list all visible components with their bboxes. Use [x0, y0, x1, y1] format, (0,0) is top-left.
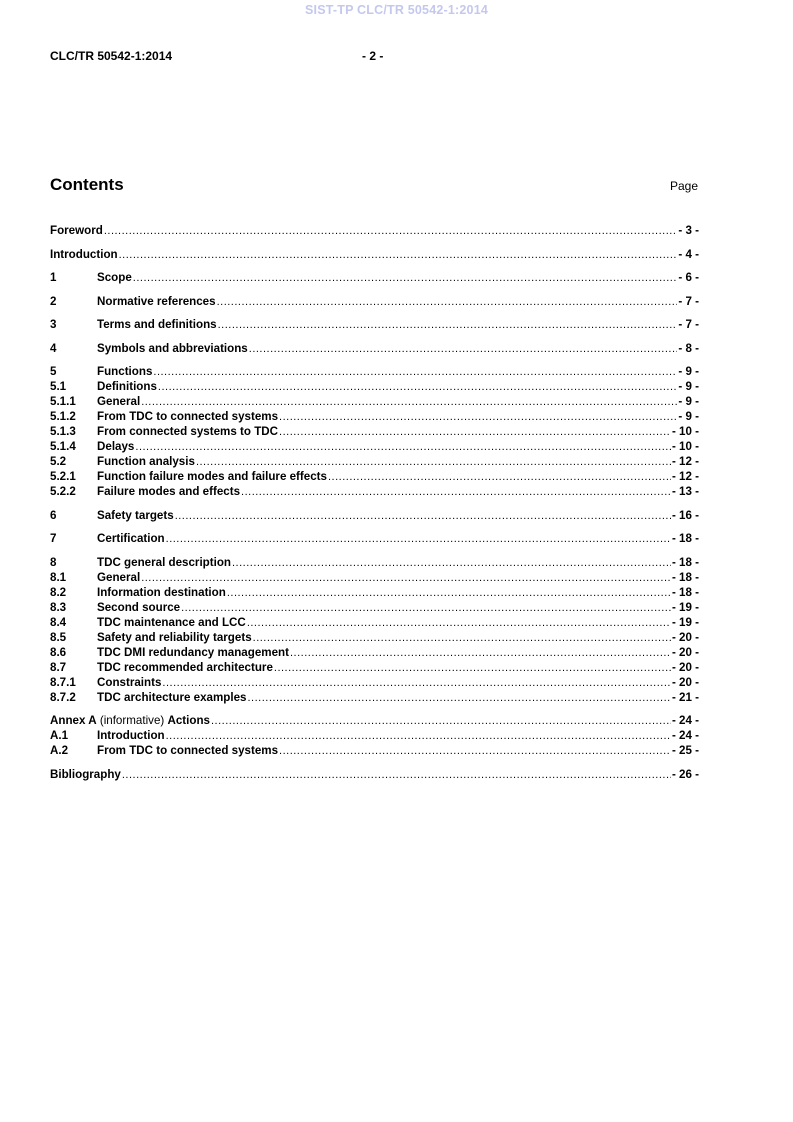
toc-entry-number: A.1	[50, 729, 69, 742]
toc-leader-dots	[153, 365, 677, 380]
toc-entry[interactable]	[50, 469, 699, 484]
toc-leader-dots	[274, 661, 671, 676]
toc-entry-title: TDC general description	[97, 555, 231, 569]
toc-entry-page: - 7 -	[678, 294, 699, 308]
toc-leader-dots	[166, 532, 671, 547]
toc-entry-title: From connected systems to TDC	[97, 425, 279, 438]
toc-entry-title: Introduction	[97, 729, 165, 742]
toc-entry[interactable]	[50, 585, 699, 600]
toc-leader-dots	[217, 295, 678, 310]
toc-entry[interactable]	[50, 615, 699, 630]
toc-leader-dots	[196, 455, 671, 470]
toc-entry[interactable]	[50, 424, 699, 439]
toc-entry[interactable]	[50, 713, 699, 728]
toc-entry-page: - 10 -	[671, 425, 699, 438]
table-of-contents	[50, 223, 699, 782]
toc-entry-page: - 7 -	[678, 318, 699, 331]
toc-entry-number: 1	[50, 271, 57, 284]
toc-leader-dots	[158, 380, 677, 395]
toc-entry-number: 5.1	[50, 380, 67, 393]
toc-entry-title: Certification	[97, 532, 165, 545]
toc-entry-page: - 26 -	[671, 767, 699, 781]
toc-entry-page: - 20 -	[671, 630, 699, 644]
toc-entry-number: 8	[50, 555, 57, 569]
toc-entry-number: 8.1	[50, 570, 67, 584]
toc-entry[interactable]	[50, 341, 699, 356]
toc-entry-title: Function analysis	[97, 455, 195, 468]
toc-entry-page: - 24 -	[671, 729, 699, 742]
toc-leader-dots	[135, 440, 671, 455]
toc-entry[interactable]	[50, 454, 699, 469]
toc-entry-page: - 20 -	[671, 645, 699, 659]
toc-entry-title: Second source	[97, 600, 181, 614]
toc-leader-dots	[247, 616, 671, 631]
toc-entry[interactable]	[50, 508, 699, 523]
toc-entry[interactable]	[50, 690, 699, 705]
toc-entry-number: 5.1.2	[50, 410, 76, 423]
toc-entry-number: 8.6	[50, 645, 67, 659]
toc-entry-number: 5	[50, 365, 57, 378]
toc-leader-dots	[104, 224, 678, 239]
toc-entry[interactable]	[50, 317, 699, 332]
toc-entry[interactable]	[50, 270, 699, 285]
toc-entry[interactable]	[50, 728, 699, 743]
toc-entry[interactable]	[50, 484, 699, 499]
toc-entry[interactable]	[50, 223, 699, 238]
toc-leader-dots	[166, 729, 671, 744]
toc-entry-title: Safety and reliability targets	[97, 630, 252, 644]
toc-entry-title: General	[97, 395, 141, 408]
toc-entry-page: - 19 -	[671, 615, 699, 629]
toc-entry[interactable]	[50, 645, 699, 660]
toc-entry-title: TDC DMI redundancy management	[97, 645, 289, 659]
toc-leader-dots	[279, 744, 671, 759]
toc-entry-title: Delays	[97, 440, 135, 453]
toc-entry-number: 5.2.1	[50, 470, 76, 483]
toc-entry-title: From TDC to connected systems	[97, 744, 279, 757]
toc-entry-number: 5.2.2	[50, 485, 76, 498]
toc-entry-number: 8.7	[50, 660, 67, 674]
toc-entry[interactable]	[50, 570, 699, 585]
toc-entry-page: - 6 -	[678, 271, 699, 284]
toc-entry-page: - 20 -	[671, 660, 699, 674]
toc-entry-number: 8.7.1	[50, 675, 76, 689]
toc-entry[interactable]	[50, 675, 699, 690]
toc-entry-title: From TDC to connected systems	[97, 410, 279, 423]
toc-entry-page: - 9 -	[678, 410, 699, 423]
toc-entry-title: Information destination	[97, 585, 226, 599]
toc-entry[interactable]	[50, 294, 699, 309]
toc-entry-page: - 12 -	[671, 470, 699, 483]
toc-leader-dots	[227, 586, 671, 601]
toc-entry-title: Symbols and abbreviations	[97, 341, 248, 355]
toc-entry[interactable]	[50, 531, 699, 546]
toc-entry-page: - 10 -	[671, 440, 699, 453]
page-number: - 2 -	[362, 49, 384, 63]
toc-leader-dots	[218, 318, 678, 333]
toc-leader-dots	[122, 768, 671, 783]
toc-leader-dots	[279, 410, 677, 425]
toc-leader-dots	[211, 714, 671, 729]
toc-entry-page: - 18 -	[671, 532, 699, 545]
toc-entry-number: 3	[50, 318, 57, 331]
toc-entry[interactable]	[50, 660, 699, 675]
toc-entry[interactable]	[50, 409, 699, 424]
toc-leader-dots	[249, 342, 678, 357]
toc-entry-title: Introduction	[50, 247, 118, 261]
toc-entry-page: - 25 -	[671, 744, 699, 757]
toc-entry-page: - 18 -	[671, 570, 699, 584]
contents-title: Contents	[50, 175, 124, 194]
toc-entry-number: 6	[50, 508, 57, 522]
toc-entry-title: Constraints	[97, 675, 162, 689]
toc-entry-title: Foreword	[50, 224, 103, 237]
toc-entry-page: - 18 -	[671, 555, 699, 569]
toc-entry-page: - 16 -	[671, 508, 699, 522]
toc-entry-page: - 9 -	[678, 365, 699, 378]
toc-entry-title: Failure modes and effects	[97, 485, 241, 498]
toc-leader-dots	[175, 509, 671, 524]
toc-entry-title: Terms and definitions	[97, 318, 217, 331]
toc-entry[interactable]	[50, 600, 699, 615]
toc-entry-number: 5.2	[50, 455, 67, 468]
toc-entry-page: - 18 -	[671, 585, 699, 599]
toc-entry-title: Annex A (informative) Actions	[50, 714, 210, 727]
toc-entry-title: TDC architecture examples	[97, 690, 247, 704]
toc-leader-dots	[290, 646, 671, 661]
toc-entry-title: General	[97, 570, 141, 584]
toc-entry[interactable]	[50, 630, 699, 645]
toc-entry-title: Function failure modes and failure effects	[97, 470, 327, 483]
toc-entry-number: 8.4	[50, 615, 67, 629]
toc-entry[interactable]	[50, 743, 699, 758]
toc-entry-number: A.2	[50, 744, 69, 757]
page-column-label: Page	[669, 179, 698, 193]
toc-entry[interactable]	[50, 394, 699, 409]
toc-entry-title: Normative references	[97, 294, 216, 308]
toc-entry-page: - 9 -	[678, 380, 699, 393]
toc-entry-page: - 3 -	[678, 224, 699, 237]
toc-leader-dots	[141, 571, 671, 586]
toc-entry-number: 5.1.3	[50, 425, 76, 438]
toc-entry[interactable]	[50, 555, 699, 570]
toc-leader-dots	[232, 556, 671, 571]
toc-entry-number: 4	[50, 341, 57, 355]
toc-entry-title: Functions	[97, 365, 153, 378]
toc-entry-page: - 8 -	[678, 341, 699, 355]
toc-entry-page: - 21 -	[671, 690, 699, 704]
toc-entry-page: - 24 -	[671, 714, 699, 727]
toc-entry[interactable]	[50, 247, 699, 262]
toc-leader-dots	[181, 601, 671, 616]
toc-entry-number: 8.5	[50, 630, 67, 644]
toc-entry-page: - 4 -	[678, 247, 699, 261]
toc-entry-title: Bibliography	[50, 767, 121, 781]
toc-leader-dots	[253, 631, 671, 646]
toc-leader-dots	[141, 395, 677, 410]
toc-entry-title: TDC maintenance and LCC	[97, 615, 246, 629]
toc-entry-page: - 9 -	[678, 395, 699, 408]
toc-entry-number: 2	[50, 294, 57, 308]
toc-entry-title: Safety targets	[97, 508, 174, 522]
document-id: CLC/TR 50542-1:2014	[50, 49, 173, 63]
toc-entry[interactable]	[50, 767, 699, 782]
toc-entry-number: 8.7.2	[50, 690, 76, 704]
toc-leader-dots	[133, 271, 678, 286]
toc-entry[interactable]	[50, 364, 699, 379]
toc-entry-number: 5.1.1	[50, 395, 76, 408]
toc-leader-dots	[119, 248, 678, 263]
toc-entry[interactable]	[50, 379, 699, 394]
toc-entry-title: Definitions	[97, 380, 157, 393]
toc-entry-page: - 19 -	[671, 600, 699, 614]
toc-entry-number: 5.1.4	[50, 440, 76, 453]
toc-entry-page: - 20 -	[671, 675, 699, 689]
toc-entry-number: 8.3	[50, 600, 67, 614]
toc-leader-dots	[241, 485, 671, 500]
toc-entry-title: TDC recommended architecture	[97, 660, 273, 674]
toc-entry-number: 7	[50, 532, 57, 545]
toc-entry-title: Scope	[97, 271, 132, 284]
toc-entry-page: - 12 -	[671, 455, 699, 468]
watermark: SIST-TP CLC/TR 50542-1:2014	[304, 3, 489, 17]
toc-entry[interactable]	[50, 439, 699, 454]
toc-leader-dots	[279, 425, 671, 440]
toc-leader-dots	[248, 691, 671, 706]
toc-entry-number: 8.2	[50, 585, 67, 599]
toc-leader-dots	[328, 470, 671, 485]
toc-leader-dots	[162, 676, 671, 691]
toc-entry-page: - 13 -	[671, 485, 699, 498]
